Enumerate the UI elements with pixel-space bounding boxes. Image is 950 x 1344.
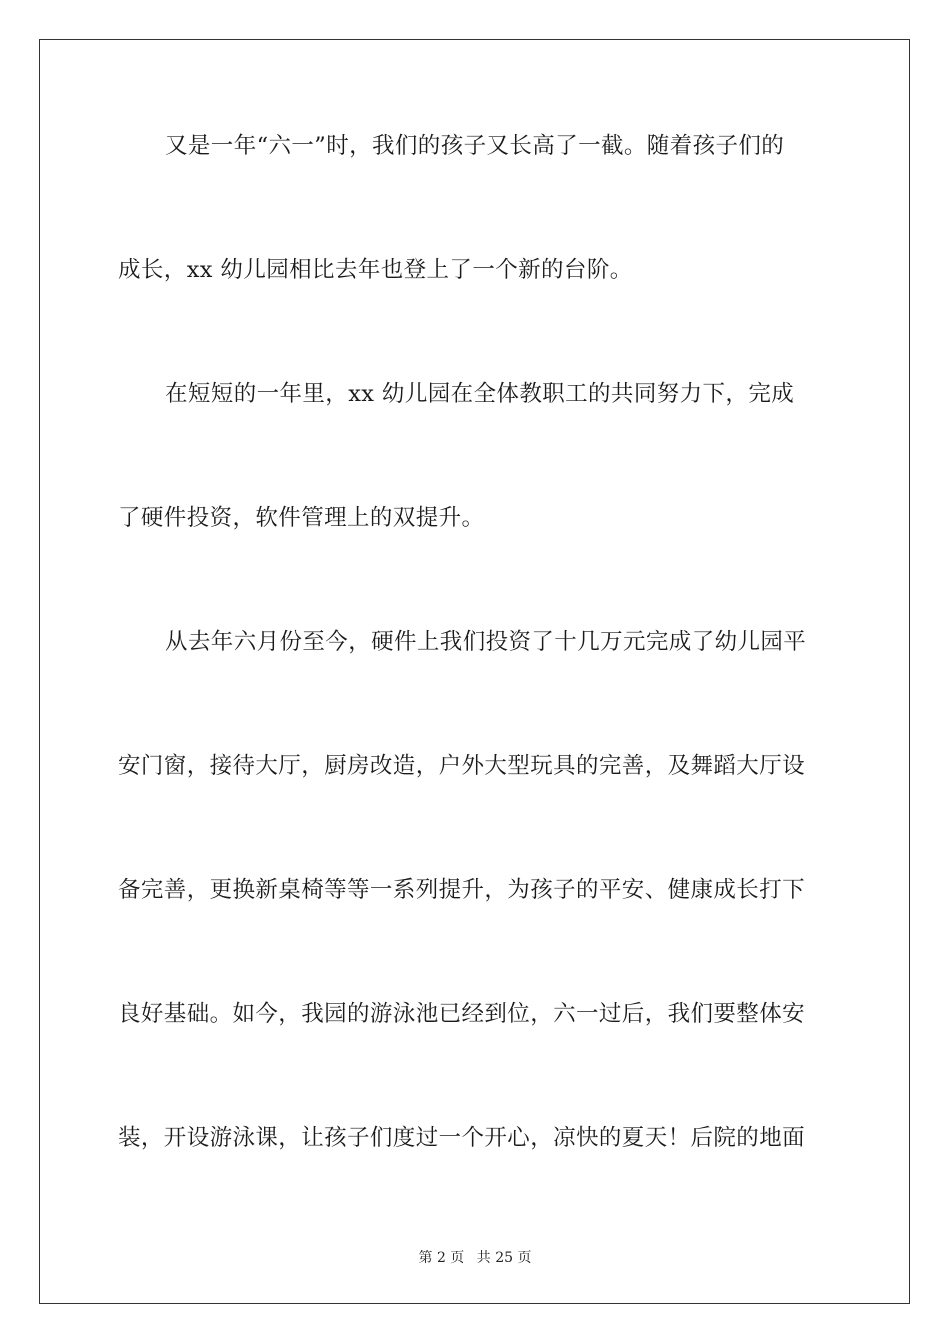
paragraph-line: 良好基础。如今，我园的游泳池已经到位，六一过后，我们要整体安 xyxy=(118,1001,806,1027)
paragraph-line: 备完善，更换新桌椅等等一系列提升，为孩子的平安、健康成长打下 xyxy=(118,877,806,903)
paragraph-line: 成长，xx 幼儿园相比去年也登上了一个新的台阶。 xyxy=(118,257,633,283)
paragraph-line: 了硬件投资，软件管理上的双提升。 xyxy=(118,505,485,531)
paragraph-line: 在短短的一年里，xx 幼儿园在全体教职工的共同努力下，完成 xyxy=(165,381,795,407)
page-total: 共 25 页 xyxy=(476,1250,532,1266)
paragraph-line: 装，开设游泳课，让孩子们度过一个开心，凉快的夏天！后院的地面 xyxy=(118,1125,806,1151)
page-border xyxy=(39,39,910,1304)
page-number: 第 2 页 xyxy=(418,1250,465,1266)
paragraph-line: 从去年六月份至今，硬件上我们投资了十几万元完成了幼儿园平 xyxy=(165,629,807,655)
paragraph-line: 安门窗，接待大厅，厨房改造，户外大型玩具的完善，及舞蹈大厅设 xyxy=(118,753,806,779)
paragraph-line: 又是一年“六一”时，我们的孩子又长高了一截。随着孩子们的 xyxy=(165,133,785,159)
page-footer xyxy=(0,1247,950,1267)
